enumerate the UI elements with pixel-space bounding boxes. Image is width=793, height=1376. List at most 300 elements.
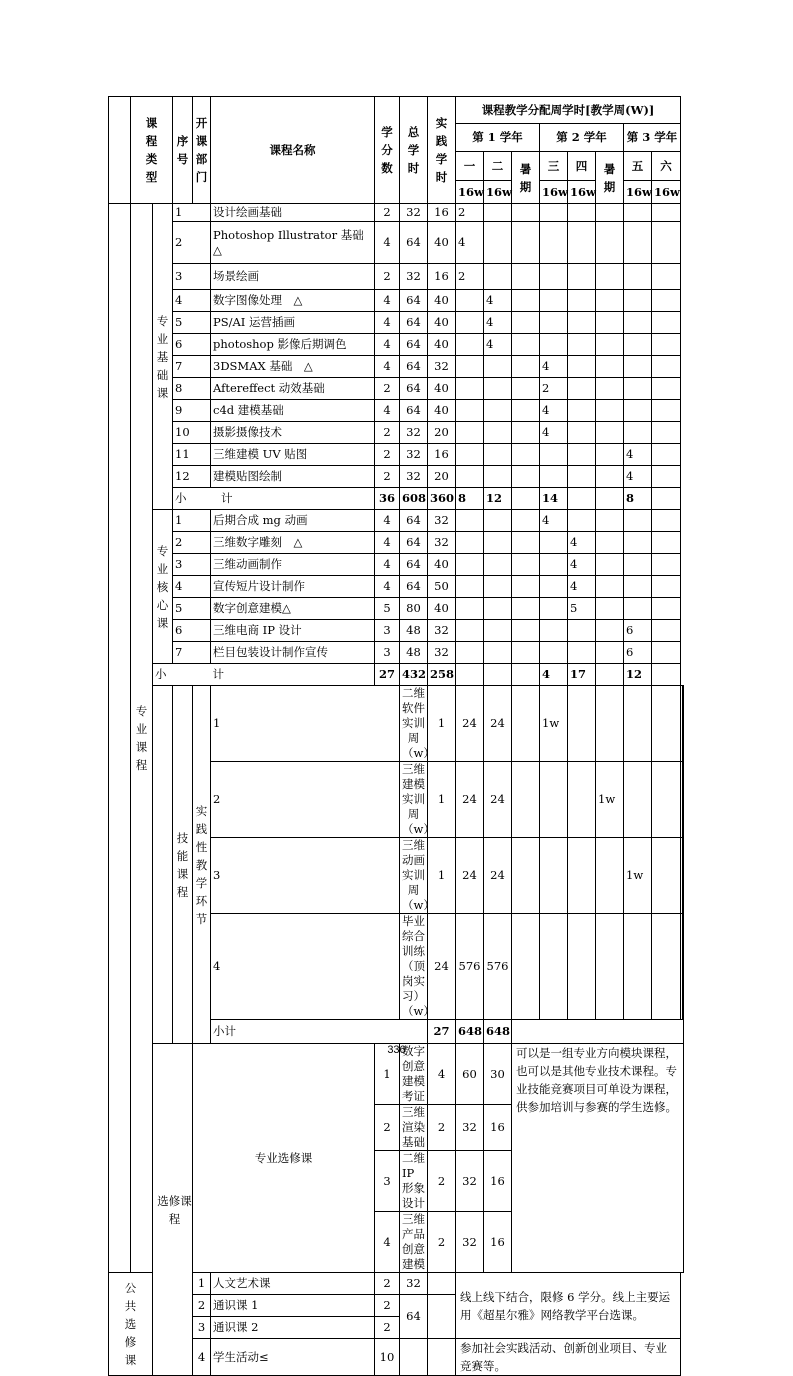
term-hours-cell: [596, 334, 624, 356]
term-hours-cell: [512, 264, 540, 290]
term-hours-cell: 4: [624, 466, 652, 488]
course-name: c4d 建模基础: [211, 400, 375, 422]
term-hours-cell: [540, 914, 568, 1020]
term-hours-cell: [596, 290, 624, 312]
term-hours-cell: [512, 554, 540, 576]
term-hours-cell: [596, 620, 624, 642]
table-row: [109, 598, 684, 620]
term-hours-cell: [512, 312, 540, 334]
hours-cell: 32: [400, 264, 428, 290]
credit-cell: 1: [428, 686, 456, 762]
row-seq: 3: [173, 264, 211, 290]
term-hours-cell: [512, 642, 540, 664]
term-hours-cell: [596, 532, 624, 554]
practice-cell: 20: [428, 466, 456, 488]
term-hours-cell: [512, 356, 540, 378]
header-year-3: 第 3 学年: [624, 124, 681, 152]
term-hours-cell: [456, 598, 484, 620]
term-hours-cell: [624, 204, 652, 222]
practice-cell: 40: [428, 290, 456, 312]
row-seq: 5: [173, 598, 211, 620]
term-hours-cell: [624, 510, 652, 532]
hours-cell: 32: [456, 1105, 484, 1151]
table-row: [109, 264, 684, 290]
term-hours-cell: [596, 466, 624, 488]
term-hours-cell: [484, 598, 512, 620]
credit-cell: 2: [375, 378, 400, 400]
term-hours-cell: [540, 334, 568, 356]
hours-cell: 64: [400, 400, 428, 422]
term-hours-cell: [596, 642, 624, 664]
term-hours-cell: 4: [540, 356, 568, 378]
header-practice: 实践学时: [428, 97, 456, 204]
term-hours-cell: 1w: [596, 762, 624, 838]
row-seq: 12: [173, 466, 211, 488]
header-blank: [109, 97, 131, 204]
course-name: Aftereffect 动效基础: [211, 378, 375, 400]
table-row: [109, 204, 684, 222]
term-hours-cell: [456, 554, 484, 576]
subtotal-hours: 432: [400, 664, 428, 686]
term-hours-cell: [568, 686, 596, 762]
course-name: 建模贴图绘制: [211, 466, 375, 488]
credit-cell: 2: [428, 1151, 456, 1212]
header-term-5: 五: [624, 152, 652, 181]
term-hours-cell: [456, 356, 484, 378]
header-hours: 总学时: [400, 97, 428, 204]
header-seq: 序号: [173, 97, 193, 204]
course-name: photoshop 影像后期调色: [211, 334, 375, 356]
term-hours-cell: [568, 356, 596, 378]
term-hours-cell: [682, 762, 683, 838]
header-dept: 开课部门: [193, 97, 211, 204]
term-hours-cell: [484, 378, 512, 400]
term-hours-cell: [512, 838, 540, 914]
subtotal-term-cell: 17: [568, 664, 596, 686]
course-name: Photoshop Illustrator 基础 △: [211, 222, 375, 264]
term-hours-cell: [456, 444, 484, 466]
credit-cell: 4: [375, 312, 400, 334]
term-hours-cell: [512, 204, 540, 222]
credit-cell: 3: [375, 620, 400, 642]
term-hours-cell: [512, 378, 540, 400]
term-hours-cell: [596, 686, 624, 762]
practice-cell: 16: [428, 264, 456, 290]
hours-cell: 60: [456, 1044, 484, 1105]
term-hours-cell: [512, 914, 540, 1020]
subtotal-label: 小 计: [173, 488, 375, 510]
course-name: 三维动画实训周（w）: [400, 838, 428, 914]
practice-cell: 40: [428, 400, 456, 422]
hours-cell: 64: [400, 356, 428, 378]
subtotal-term-cell: [512, 488, 540, 510]
term-hours-cell: [568, 914, 596, 1020]
row-seq: 4: [173, 290, 211, 312]
term-hours-cell: [456, 642, 484, 664]
term-hours-cell: 1w: [540, 686, 568, 762]
header-year-2: 第 2 学年: [540, 124, 624, 152]
credit-cell: 2: [375, 444, 400, 466]
term-hours-cell: [512, 444, 540, 466]
term-hours-cell: [484, 204, 512, 222]
course-name: 三维数字雕刻 △: [211, 532, 375, 554]
term-hours-cell: [652, 290, 681, 312]
header-year-1: 第 1 学年: [456, 124, 540, 152]
practice-cell: 16: [428, 444, 456, 466]
term-hours-cell: [652, 576, 681, 598]
pub-elective-note: 线上线下结合，限修 6 学分。线上主要运用《超星尔雅》网络教学平台选课。: [456, 1273, 681, 1339]
row-seq: 7: [173, 642, 211, 664]
term-hours-cell: [456, 466, 484, 488]
term-hours-cell: 4: [540, 400, 568, 422]
term-hours-cell: [652, 444, 681, 466]
table-row: [109, 334, 684, 356]
table-row: [109, 312, 684, 334]
term-hours-cell: [652, 510, 681, 532]
credit-cell: 5: [375, 598, 400, 620]
subtotal-hours: 648: [456, 1020, 484, 1044]
term-hours-cell: [512, 290, 540, 312]
subtotal-hours: 608: [400, 488, 428, 510]
hours-cell: 32: [400, 466, 428, 488]
term-hours-cell: [484, 400, 512, 422]
blank-left-col: [153, 686, 173, 1044]
table-row: [109, 400, 684, 422]
subtotal-credit: 36: [375, 488, 400, 510]
term-hours-cell: 4: [624, 444, 652, 466]
curriculum-table: [108, 96, 684, 1376]
credit-cell: 4: [375, 400, 400, 422]
term-hours-cell: [652, 620, 681, 642]
subtotal-credit: 27: [375, 664, 400, 686]
term-hours-cell: [540, 466, 568, 488]
term-hours-cell: [540, 312, 568, 334]
term-hours-cell: [568, 466, 596, 488]
term-hours-cell: [456, 290, 484, 312]
term-hours-cell: [484, 264, 512, 290]
course-name: 毕业综合训练（顶岗实习）（w）: [400, 914, 428, 1020]
term-hours-cell: [596, 554, 624, 576]
term-hours-cell: [568, 444, 596, 466]
practice-cell: 40: [428, 554, 456, 576]
term-hours-cell: [456, 400, 484, 422]
term-hours-cell: [456, 378, 484, 400]
subtotal-term-cell: 14: [540, 488, 568, 510]
header-distribution: 课程教学分配周学时[教学周(W)]: [456, 97, 681, 124]
row-seq: 3: [211, 838, 400, 914]
row-seq: 7: [173, 356, 211, 378]
group-practice: 实践性教学环节: [193, 686, 211, 1044]
term-hours-cell: 4: [540, 510, 568, 532]
practice-cell: 24: [484, 762, 512, 838]
term-hours-cell: [652, 598, 681, 620]
prof-elective-note: 可以是一组专业方向模块课程，也可以是其他专业技术课程。专业技能竞赛项目可单设为课程，供参加培训与参赛的学生选修。: [512, 1044, 684, 1273]
term-hours-cell: [682, 914, 683, 1020]
term-hours-cell: [568, 378, 596, 400]
term-hours-cell: 4: [484, 290, 512, 312]
page-number: 336: [387, 1044, 406, 1056]
term-hours-cell: [456, 422, 484, 444]
term-hours-cell: [484, 510, 512, 532]
term-hours-cell: 1w: [624, 838, 652, 914]
practice-cell: 40: [428, 334, 456, 356]
term-hours-cell: [652, 532, 681, 554]
term-hours-cell: [652, 264, 681, 290]
term-hours-cell: [624, 686, 652, 762]
course-name: 宣传短片设计制作: [211, 576, 375, 598]
term-hours-cell: [568, 510, 596, 532]
term-hours-cell: [512, 762, 540, 838]
term-hours-cell: [568, 838, 596, 914]
practice-cell: 50: [428, 576, 456, 598]
table-row: [109, 642, 684, 664]
table-row: [109, 1273, 684, 1295]
row-seq: 4: [173, 576, 211, 598]
subtotal-practice: 648: [484, 1020, 512, 1044]
table-row: [109, 532, 684, 554]
practice-cell: 16: [484, 1212, 512, 1273]
subtotal-credit: 27: [428, 1020, 456, 1044]
term-hours-cell: [512, 510, 540, 532]
term-hours-cell: 4: [456, 222, 484, 264]
hours-cell: 64: [400, 510, 428, 532]
term-hours-cell: [512, 400, 540, 422]
term-hours-cell: [624, 222, 652, 264]
course-name: 场景绘画: [211, 264, 375, 290]
practice-cell: 576: [484, 914, 512, 1020]
term-hours-cell: [540, 762, 568, 838]
shared-hours-cell: 64: [400, 1295, 428, 1339]
header-weeks-5: 16w: [624, 181, 652, 204]
credit-cell: 4: [428, 1044, 456, 1105]
hours-cell: 64: [400, 576, 428, 598]
hours-cell: 24: [456, 838, 484, 914]
term-hours-cell: 2: [456, 204, 484, 222]
course-name: 三维建模实训周（w）: [400, 762, 428, 838]
header-weeks-1: 16w: [456, 181, 484, 204]
practice-cell: 30: [484, 1044, 512, 1105]
hours-cell: 32: [400, 444, 428, 466]
course-name: 通识课 1: [211, 1295, 375, 1317]
course-name: 三维产品创意建模: [400, 1212, 428, 1273]
term-hours-cell: [652, 466, 681, 488]
term-hours-cell: [652, 378, 681, 400]
term-hours-cell: [596, 222, 624, 264]
term-hours-cell: [624, 400, 652, 422]
credit-cell: 4: [375, 554, 400, 576]
term-hours-cell: [540, 222, 568, 264]
group-basic: 专业基础课: [153, 204, 173, 510]
credit-cell: 2: [375, 466, 400, 488]
course-name: 二维 IP 形象设计: [400, 1151, 428, 1212]
course-name: 数字创意建模考证: [400, 1044, 428, 1105]
term-hours-cell: 4: [568, 576, 596, 598]
term-hours-cell: [540, 642, 568, 664]
term-hours-cell: [624, 762, 652, 838]
term-hours-cell: [456, 334, 484, 356]
row-seq: 1: [211, 686, 400, 762]
term-hours-cell: [596, 576, 624, 598]
term-hours-cell: [624, 378, 652, 400]
hours-cell: 48: [400, 642, 428, 664]
subtotal-term-cell: 12: [484, 488, 512, 510]
row-seq: 4: [375, 1212, 400, 1273]
table-row: [109, 444, 684, 466]
header-summer-2: 暑期: [596, 152, 624, 204]
table-row: [109, 1339, 684, 1376]
term-hours-cell: [596, 838, 624, 914]
row-seq: 1: [193, 1273, 211, 1295]
term-hours-cell: [652, 686, 681, 762]
row-seq: 2: [193, 1295, 211, 1317]
table-row: [109, 576, 684, 598]
credit-cell: 10: [375, 1339, 400, 1376]
term-hours-cell: [596, 422, 624, 444]
term-hours-cell: [540, 290, 568, 312]
term-hours-cell: [624, 356, 652, 378]
group-skill: 技能课程: [173, 686, 193, 1044]
credit-cell: 2: [375, 1317, 400, 1339]
course-name: 设计绘画基础: [211, 204, 375, 222]
term-hours-cell: [596, 510, 624, 532]
term-hours-cell: [624, 312, 652, 334]
hours-cell: 64: [400, 312, 428, 334]
term-hours-cell: [568, 312, 596, 334]
term-hours-cell: 6: [624, 642, 652, 664]
term-hours-cell: [512, 222, 540, 264]
subtotal-term-cell: [596, 664, 624, 686]
term-hours-cell: 4: [484, 334, 512, 356]
table-row: [109, 664, 684, 686]
hours-cell: 64: [400, 554, 428, 576]
course-name: 栏目包装设计制作宣传: [211, 642, 375, 664]
term-hours-cell: [652, 334, 681, 356]
term-hours-cell: [512, 686, 540, 762]
subtotal-term-cell: [596, 488, 624, 510]
term-hours-cell: [652, 400, 681, 422]
credit-cell: 2: [375, 264, 400, 290]
term-hours-cell: [596, 914, 624, 1020]
term-hours-cell: [540, 264, 568, 290]
term-hours-cell: [512, 532, 540, 554]
term-hours-cell: [512, 576, 540, 598]
term-hours-cell: [540, 576, 568, 598]
term-hours-cell: [596, 598, 624, 620]
course-name: 二维软件实训周（w）: [400, 686, 428, 762]
credit-cell: 4: [375, 576, 400, 598]
term-hours-cell: [596, 264, 624, 290]
term-hours-cell: [624, 532, 652, 554]
empty-cell: [428, 1273, 456, 1295]
term-hours-cell: [512, 466, 540, 488]
course-name: 摄影摄像技术: [211, 422, 375, 444]
subtotal-label: 小 计: [153, 664, 375, 686]
header-term-1: 一: [456, 152, 484, 181]
course-name: 3DSMAX 基础 △: [211, 356, 375, 378]
term-hours-cell: [652, 356, 681, 378]
term-hours-cell: [624, 422, 652, 444]
blank-left-col: [109, 204, 131, 1273]
subtotal-label: 小计: [211, 1020, 428, 1044]
course-name: 三维渲染基础: [400, 1105, 428, 1151]
hours-cell: 64: [400, 378, 428, 400]
practice-cell: 24: [484, 838, 512, 914]
hours-cell: 32: [400, 1273, 428, 1295]
course-name: 人文艺术课: [211, 1273, 375, 1295]
table-row: [109, 510, 684, 532]
row-seq: 3: [375, 1151, 400, 1212]
term-hours-cell: [484, 642, 512, 664]
empty-cell: [428, 1295, 456, 1339]
row-seq: 9: [173, 400, 211, 422]
term-hours-cell: [568, 762, 596, 838]
hours-cell: 32: [456, 1151, 484, 1212]
row-seq: 1: [375, 1044, 400, 1105]
term-hours-cell: [540, 444, 568, 466]
subtotal-practice: 360: [428, 488, 456, 510]
term-hours-cell: [682, 686, 683, 762]
term-hours-cell: 4: [568, 532, 596, 554]
term-hours-cell: [540, 838, 568, 914]
practice-cell: 16: [484, 1151, 512, 1212]
header-course-name: 课程名称: [211, 97, 375, 204]
term-hours-cell: [484, 576, 512, 598]
practice-cell: 40: [428, 222, 456, 264]
subtotal-term-cell: [652, 488, 681, 510]
term-hours-cell: 6: [624, 620, 652, 642]
credit-cell: 2: [375, 204, 400, 222]
term-hours-cell: 4: [568, 554, 596, 576]
course-name: 三维建模 UV 贴图: [211, 444, 375, 466]
term-hours-cell: [540, 532, 568, 554]
practice-cell: 40: [428, 378, 456, 400]
hours-cell: 32: [456, 1212, 484, 1273]
course-name: 三维电商 IP 设计: [211, 620, 375, 642]
term-hours-cell: [484, 222, 512, 264]
term-hours-cell: [652, 554, 681, 576]
course-name: PS/AI 运营插画: [211, 312, 375, 334]
subtotal-term-cell: [652, 664, 681, 686]
credit-cell: 24: [428, 914, 456, 1020]
practice-cell: 16: [428, 204, 456, 222]
term-hours-cell: 4: [484, 312, 512, 334]
hours-cell: 576: [456, 914, 484, 1020]
table-row: [109, 466, 684, 488]
credit-cell: 4: [375, 290, 400, 312]
hours-cell: 64: [400, 334, 428, 356]
subtotal-term-cell: 4: [540, 664, 568, 686]
row-seq: 8: [173, 378, 211, 400]
term-hours-cell: [540, 204, 568, 222]
row-seq: 6: [173, 334, 211, 356]
row-seq: 3: [193, 1317, 211, 1339]
term-hours-cell: [624, 290, 652, 312]
term-hours-cell: [568, 222, 596, 264]
row-seq: 2: [375, 1105, 400, 1151]
table-row: [109, 356, 684, 378]
header-weeks-6: 16w: [652, 181, 681, 204]
table-row: [109, 290, 684, 312]
subtotal-term-cell: 8: [456, 488, 484, 510]
term-hours-cell: [596, 312, 624, 334]
credit-cell: 4: [375, 510, 400, 532]
credit-cell: 1: [428, 838, 456, 914]
header-summer-1: 暑期: [512, 152, 540, 204]
empty-cell: [428, 1339, 456, 1376]
row-seq: 1: [173, 204, 211, 222]
header-term-3: 三: [540, 152, 568, 181]
practice-cell: 32: [428, 356, 456, 378]
